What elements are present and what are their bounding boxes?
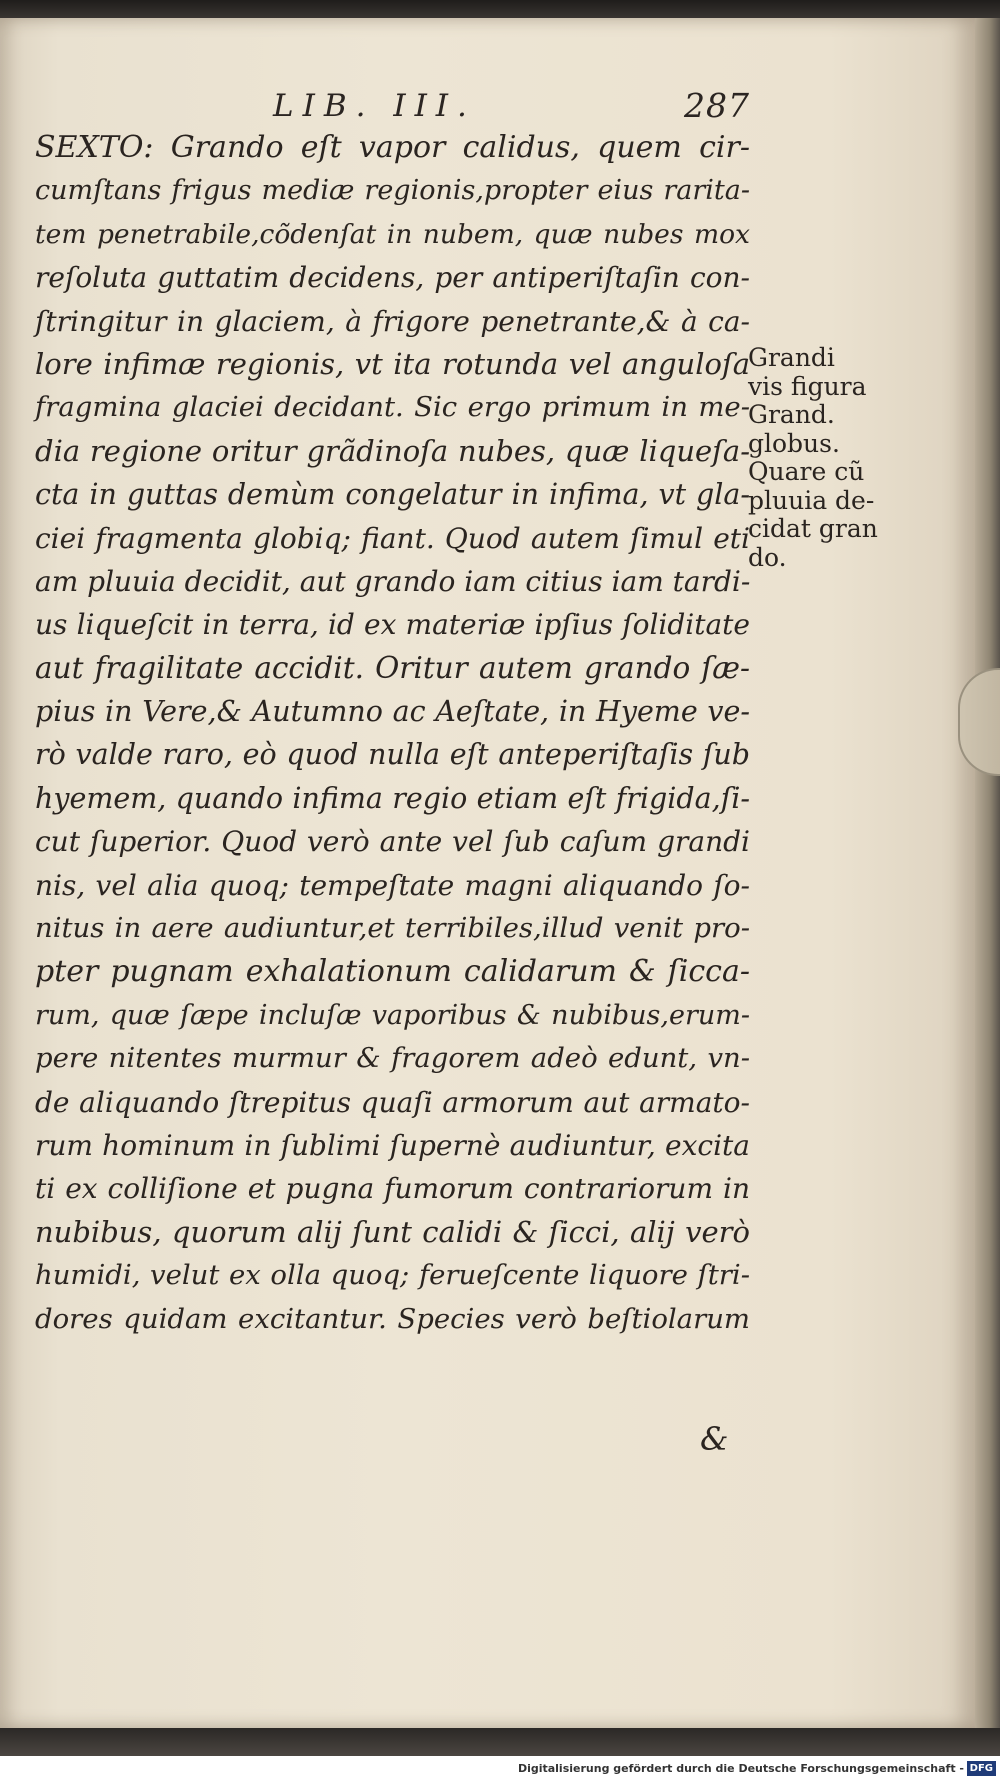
text-line: nubibus, quorum alij ſunt calidi & ſicci, alij verò [35,1214,750,1249]
running-head: LIB. III. [273,88,476,124]
text-line: pius in Vere,& Autumno ac Aeſtate, in Hyeme ve- [35,695,750,729]
marginal-note-line: cidat gran [748,514,878,543]
text-line: us liqueſcit in terra, id ex materiæ ipſius ſoliditate [35,608,750,642]
marginal-note-line: Quare cũ [748,457,865,486]
text-line: rum, quæ ſæpe incluſæ vaporibus & nubibus,erum- [35,999,750,1031]
text-line: dia regione oritur grãdinoſa nubes, quæ liqueſa- [35,433,750,468]
page-number: 287 [684,86,750,125]
marginal-note-line: Grandi [748,343,835,372]
text-line: tem penetrabile,cõdenſat in nubem, quæ nubes mox [35,218,750,250]
text-line: humidi, velut ex olla quoq; ferueſcente liquore ſtri- [35,1259,750,1292]
marginal-note-line: do. [748,542,787,572]
main-text-block [35,126,750,1341]
text-line: cut ſuperior. Quod verò ante vel ſub caſum grandi [35,825,750,859]
text-line: nitus in aere audiuntur,et terribiles,illud venit pro- [35,912,750,945]
text-line: hyemem, quando infima regio etiam eſt frigida,ſi- [35,781,750,815]
marginal-note-line: Grand. [748,400,835,429]
text-line: reſoluta guttatim decidens, per antiperiſtaſin con- [35,261,750,295]
dfg-logo: DFG [967,1761,996,1776]
marginal-note-line: pluuia de- [748,485,875,515]
text-line: lore infimæ regionis, vt ita rotunda vel anguloſa [35,346,750,381]
text-line: rò valde raro, eò quod nulla eſt anteperiſtaſis ſub [35,738,750,772]
text-line: SEXTO: Grando eſt vapor calidus, quem cir- [35,130,750,165]
text-line: pter pugnam exhalationum calidarum & ſicca- [35,954,750,990]
text-line: ti ex colliſione et pugna fumorum contrariorum in [35,1172,750,1206]
page-edge [975,18,1000,1728]
marginal-note-line: globus. [748,428,840,458]
text-line: nis, vel alia quoq; tempeſtate magni aliquando ſo- [35,868,750,902]
text-line: rum hominum in ſublimi ſupernè audiuntur, excita [35,1128,750,1162]
catchword: & [700,1420,729,1458]
marginal-notes [748,344,908,572]
text-line: cumſtans frigus mediæ regionis,propter eius rarita- [35,175,750,207]
text-line: aut fragilitate accidit. Oritur autem grando ſæ- [35,650,750,685]
text-line: dores quidam excitantur. Species verò beſtiolarum [35,1302,750,1335]
text-line: ciei fragmenta globiq; fiant. Quod autem ſimul eti [35,521,750,555]
scan-bottom-shadow [0,1728,1000,1756]
text-line: am pluuia decidit, aut grando iam citius iam tardi- [35,564,751,598]
marginal-note-line: vis figura [748,371,867,401]
funding-credit: Digitalisierung gefördert durch die Deutsche Forschungsgemeinschaft - [517,1762,964,1775]
text-line: de aliquando ſtrepitus quaſi armorum aut armato- [35,1085,750,1119]
text-line: pere nitentes murmur & fragorem adeò edunt, vn- [35,1042,750,1075]
text-line: ſtringitur in glaciem, à frigore penetrante,& à ca- [35,304,750,338]
text-line: cta in guttas demùm congelatur in infima, vt gla- [35,478,750,512]
text-line: fragmina glaciei decidant. Sic ergo primum in me- [35,391,750,424]
